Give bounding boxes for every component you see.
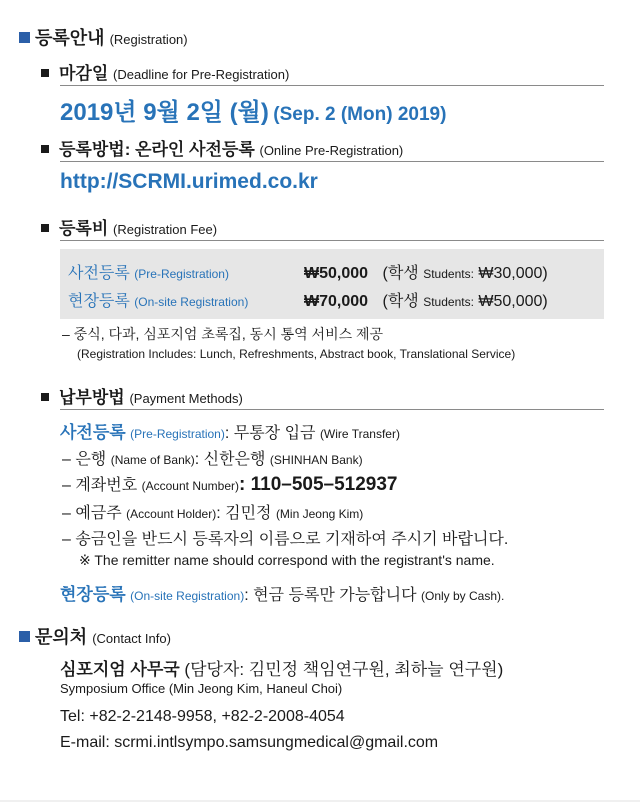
bank-label-ko: – 은행 (62, 451, 107, 468)
divider (60, 85, 604, 86)
payment-onsite-method-en: (Only by Cash). (421, 589, 505, 603)
square-bullet-icon (19, 631, 30, 642)
fee-label (41, 214, 217, 239)
fee-type-ko: 사전등록 (68, 265, 130, 282)
holder-value-ko: : 김민정 (216, 505, 272, 522)
deadline-date (60, 92, 446, 127)
contact-header (19, 623, 171, 649)
method-label-en: (Online Pre-Registration) (259, 143, 404, 158)
payment-onsite (60, 580, 504, 605)
payment-label-ko: 납부방법 (59, 388, 125, 407)
payment-label (41, 383, 243, 408)
remitter-ko: – 송금인을 반드시 등록자의 이름으로 기재하여 주시기 바랍니다. (62, 531, 509, 548)
fee-student-amount: ₩50,000) (478, 293, 548, 310)
contact-office-en: Symposium Office (Min Jeong Kim, Haneul Choi) (60, 681, 343, 696)
divider (60, 409, 604, 410)
registration-url-link[interactable]: http://SCRMI.urimed.co.kr (60, 170, 318, 193)
fee-label-en: (Registration Fee) (113, 222, 218, 237)
bank-line (62, 446, 363, 469)
contact-office (60, 655, 503, 680)
payment-label-en: (Payment Methods) (129, 391, 243, 406)
fee-student-prefix: (학생 (382, 265, 419, 282)
fee-includes-en: (Registration Includes: Lunch, Refreshments, Abstract book, Translational Service) (77, 347, 516, 361)
square-bullet-icon (41, 393, 49, 401)
registration-header-ko: 등록안내 (35, 28, 105, 48)
contact-office-detail-ko: (담당자: 김민정 책임연구원, 최하늘 연구원) (184, 660, 504, 679)
bank-label-en: (Name of Bank) (110, 453, 195, 467)
contact-office-ko: 심포지엄 사무국 (60, 660, 180, 679)
fee-type-ko: 현장등록 (68, 293, 130, 310)
account-label-ko: – 계좌번호 (62, 477, 138, 494)
account-line (62, 472, 398, 496)
registration-header (19, 24, 188, 50)
registration-header-en: (Registration) (109, 32, 188, 47)
divider (60, 161, 604, 162)
fee-student-prefix: (학생 (382, 293, 419, 310)
payment-onsite-method-ko: : 현금 등록만 가능합니다 (244, 587, 417, 604)
fee-amount-onsite (304, 288, 548, 311)
method-label (41, 135, 403, 160)
holder-label-ko: – 예금주 (62, 505, 122, 522)
deadline-label (41, 59, 289, 84)
deadline-label-en: (Deadline for Pre-Registration) (113, 67, 290, 82)
fee-includes-ko: – 중식, 다과, 심포지엄 초록집, 동시 통역 서비스 제공 (62, 326, 384, 342)
remitter-en: ※ The remitter name should correspond with the registrant's name. (79, 552, 495, 568)
fee-amount: ₩70,000 (304, 293, 369, 310)
square-bullet-icon (41, 224, 49, 232)
method-label-ko: 등록방법: 온라인 사전등록 (59, 140, 255, 159)
fee-type-en: (Pre-Registration) (134, 267, 229, 281)
fee-label-ko: 등록비 (59, 219, 109, 238)
deadline-label-ko: 마감일 (59, 64, 109, 83)
holder-label-en: (Account Holder) (126, 507, 217, 521)
deadline-date-ko: 2019년 9월 2일 (월) (60, 99, 269, 126)
account-label-en: (Account Number) (141, 479, 239, 493)
contact-tel: Tel: +82-2-2148-9958, +82-2-2008-4054 (60, 708, 345, 725)
fee-row-onsite (68, 288, 248, 311)
square-bullet-icon (41, 69, 49, 77)
divider (60, 240, 604, 241)
fee-student-en: Students: (423, 295, 474, 309)
fee-student-amount: ₩30,000) (478, 265, 548, 282)
payment-onsite-ko: 현장등록 (60, 585, 126, 604)
fee-amount-pre (304, 260, 548, 283)
payment-pre-ko: 사전등록 (60, 423, 126, 442)
square-bullet-icon (41, 145, 49, 153)
deadline-date-en: (Sep. 2 (Mon) 2019) (273, 104, 447, 125)
payment-onsite-en: (On-site Registration) (130, 589, 245, 603)
contact-header-en: (Contact Info) (92, 631, 171, 646)
payment-pre-method-ko: : 무통장 입금 (224, 425, 316, 442)
payment-pre-registration (60, 418, 400, 443)
holder-value-en: (Min Jeong Kim) (275, 507, 364, 521)
fee-row-pre (68, 260, 229, 283)
bank-value-ko: : 신한은행 (194, 451, 266, 468)
contact-email[interactable]: E-mail: scrmi.intlsympo.samsungmedical@gmail.com (60, 734, 439, 751)
bank-value-en: (SHINHAN Bank) (269, 453, 363, 467)
account-number: : 110–505–512937 (239, 474, 398, 495)
fee-type-en: (On-site Registration) (134, 295, 249, 309)
fee-amount: ₩50,000 (304, 265, 369, 282)
holder-line (62, 500, 363, 523)
payment-pre-method-en: (Wire Transfer) (319, 427, 400, 441)
payment-pre-en: (Pre-Registration) (130, 427, 225, 441)
contact-header-ko: 문의처 (35, 627, 88, 647)
fee-student-en: Students: (423, 267, 474, 281)
square-bullet-icon (19, 32, 30, 43)
